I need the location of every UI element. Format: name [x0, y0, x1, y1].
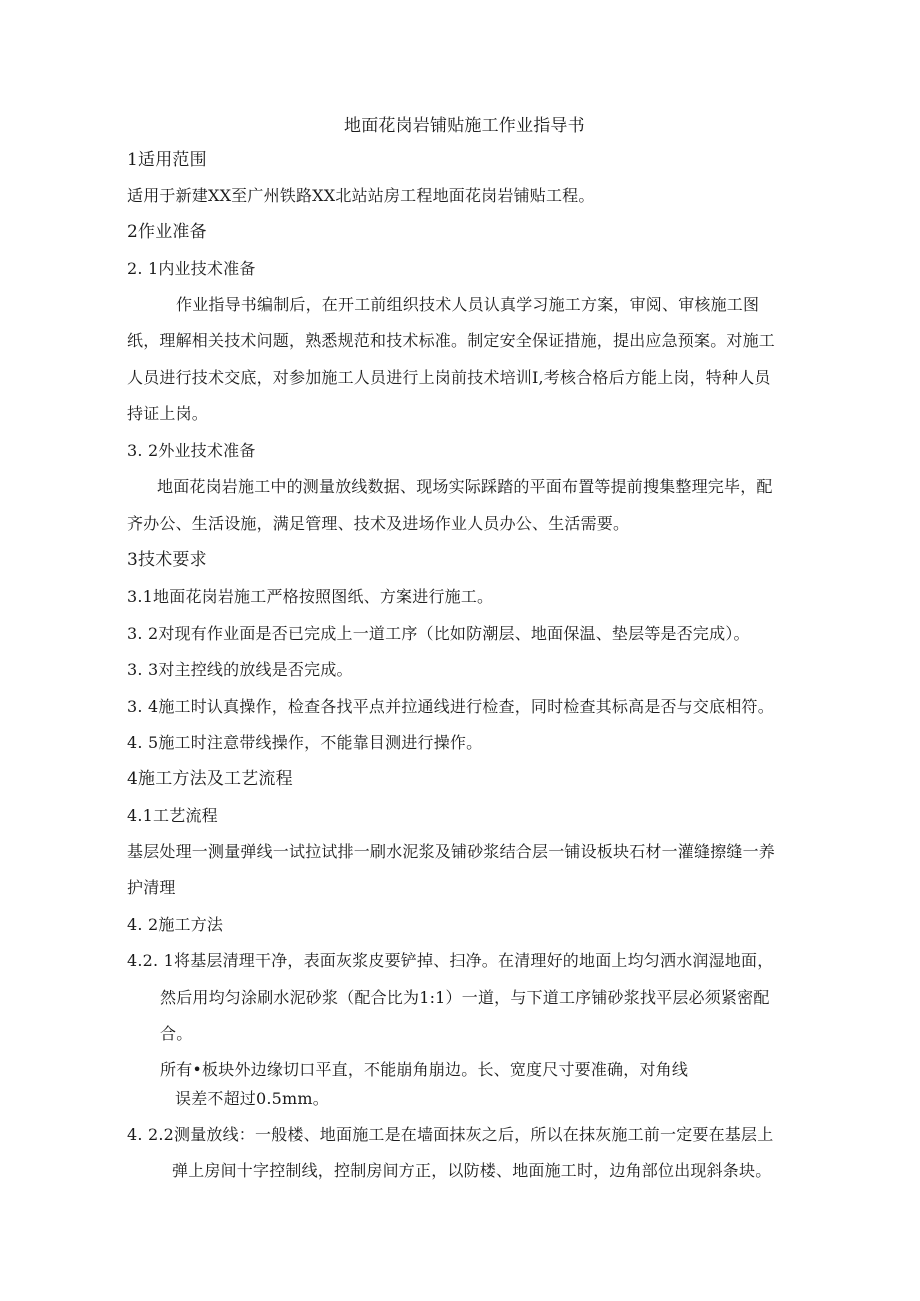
paragraph-line: 合。 [160, 1024, 193, 1043]
section-2-2-heading: 3. 2外业技术准备 [127, 441, 256, 460]
document-title: 地面花岗岩铺贴施工作业指导书 [344, 116, 585, 136]
paragraph-line: 地面花岗岩施工中的测量放线数据、现场实际踩踏的平面布置等提前搜集整理完毕，配 [157, 477, 773, 496]
section-4-heading: 4施工方法及工艺流程 [127, 769, 293, 789]
list-item: 4. 5施工时注意带线操作，不能靠目测进行操作。 [127, 733, 483, 752]
paragraph-line: 作业指导书编制后，在开工前组织技术人员认真学习施工方案，审阅、审核施工图 [176, 295, 760, 314]
paragraph-line: 然后用均匀涂刷水泥砂浆（配合比为1:1）一道，与下道工序铺砂浆找平层必须紧密配 [160, 988, 770, 1007]
list-item: 3.1地面花岗岩施工严格按照图纸、方案进行施工。 [127, 587, 494, 606]
section-2-heading: 2作业准备 [127, 222, 207, 242]
paragraph-line: 基层处理一测量弹线一试拉试排一刷水泥浆及铺砂浆结合层一铺设板块石材一灌缝擦缝一养 [127, 842, 776, 861]
section-1-text: 适用于新建XX至广州铁路XX北站站房工程地面花岗岩铺贴工程。 [127, 186, 595, 205]
section-2-1-heading: 2. 1内业技术准备 [127, 259, 256, 278]
section-3-heading: 3技术要求 [127, 550, 207, 570]
paragraph-line: 所有•板块外边缘切口平直，不能崩角崩边。长、宽度尺寸要准确，对角线 [160, 1060, 689, 1079]
list-item: 3. 4施工时认真操作，检查各找平点并拉通线进行检查，同时检查其标高是否与交底相符。 [127, 697, 774, 716]
paragraph-line: 人员进行技术交底，对参加施工人员进行上岗前技术培训I,考核合格后方能上岗，特种人员 [127, 368, 771, 387]
list-item: 3. 3对主控线的放线是否完成。 [127, 660, 353, 679]
paragraph-line: 4. 2.2测量放线：一般楼、地面施工是在墙面抹灰之后，所以在抹灰施工前一定要在基层上 [127, 1125, 774, 1144]
paragraph-line: 纸，理解相关技术问题，熟悉规范和技术标准。制定安全保证措施，提出应急预案。对施工 [127, 331, 776, 350]
paragraph-line: 齐办公、生活设施，满足管理、技术及进场作业人员办公、生活需要。 [127, 514, 630, 533]
paragraph-line: 持证上岗。 [127, 404, 209, 423]
paragraph-line: 误差不超过0.5mm。 [175, 1089, 329, 1108]
paragraph-line: 4.2. 1将基层清理干净，表面灰浆皮要铲掉、扫净。在清理好的地面上均匀洒水润湿地面， [127, 951, 774, 970]
paragraph-line: 护清理 [127, 878, 176, 897]
list-item: 3. 2对现有作业面是否已完成上一道工序（比如防潮层、地面保温、垫层等是否完成）。 [127, 624, 750, 643]
section-4-1-heading: 4.1工艺流程 [127, 806, 218, 825]
section-1-heading: 1适用范围 [127, 150, 207, 170]
section-4-2-heading: 4. 2施工方法 [127, 915, 224, 934]
paragraph-line: 弹上房间十字控制线，控制房间方正，以防楼、地面施工时，边角部位出现斜条块。 [172, 1161, 772, 1180]
